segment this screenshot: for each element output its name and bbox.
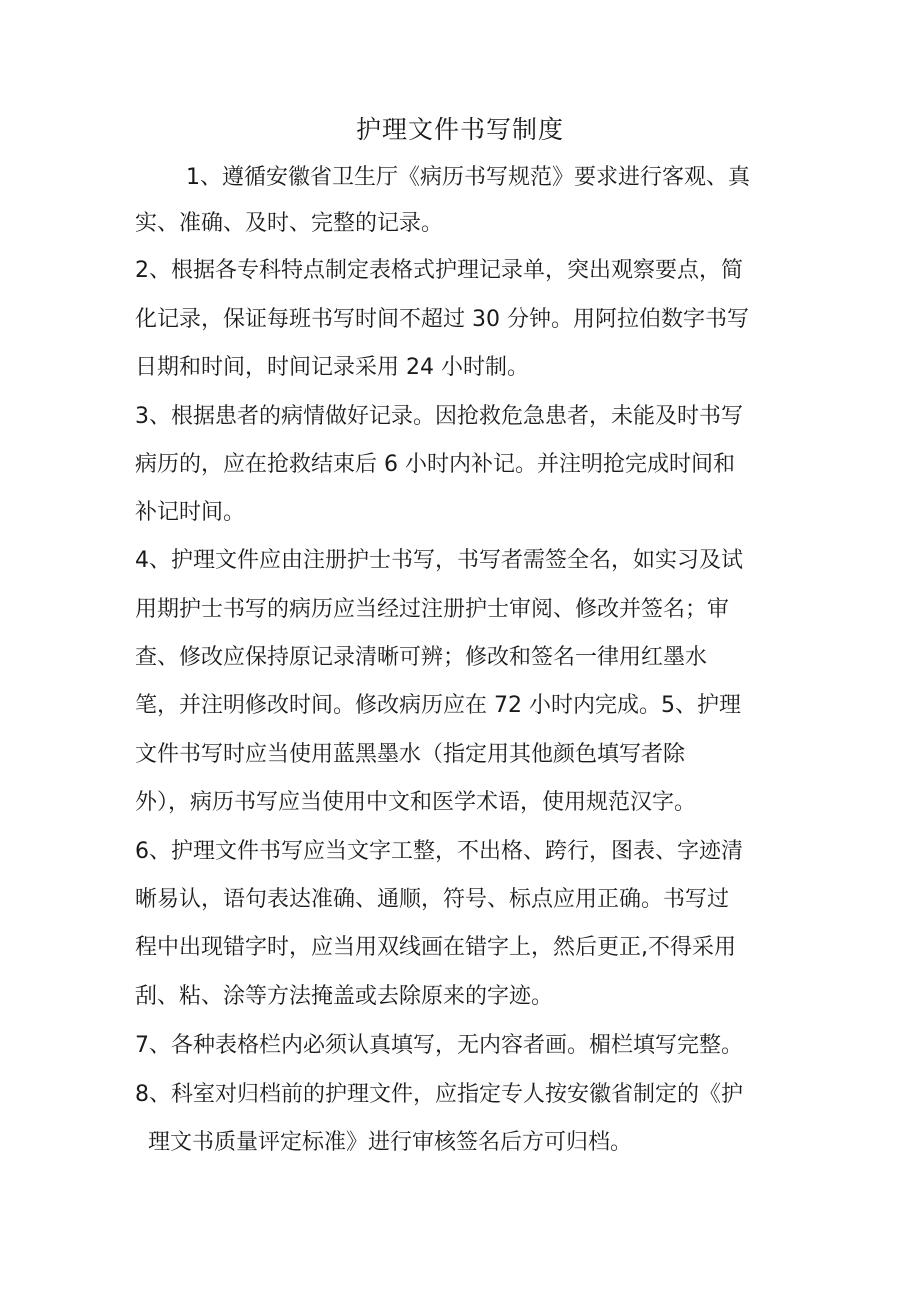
text-line: 日期和时间，时间记录采用 24 小时制。 [135, 355, 529, 380]
text-line: 晰易认，语句表达准确、通顺，符号、标点应用正确。书写过 [135, 887, 730, 912]
text-line: 查、修改应保持原记录清晰可辨；修改和签名一律用红墨水 [135, 645, 708, 670]
text-line: 化记录，保证每班书写时间不超过 30 分钟。用阿拉伯数字书写 [135, 307, 749, 332]
text-line: 6、护理文件书写应当文字工整，不出格、跨行，图表、字迹清 [135, 839, 743, 864]
text-line: 理文书质量评定标准》进行审核签名后方可归档。 [148, 1130, 633, 1155]
text-line: 程中出现错字时，应当用双线画在错字上，然后更正,不得采用 [135, 935, 736, 960]
document-title: 护理文件书写制度 [355, 115, 564, 144]
text-line: 外），病历书写应当使用中文和医学术语，使用规范汉字。 [135, 790, 697, 815]
text-line: 病历的，应在抢救结束后 6 小时内补记。并注明抢完成时间和 [135, 452, 735, 477]
text-line: 刮、粘、涂等方法掩盖或去除原来的字迹。 [135, 984, 554, 1009]
text-line: 2、根据各专科特点制定表格式护理记录单，突出观察要点，简 [135, 258, 743, 283]
text-line: 7、各种表格栏内必须认真填写，无内容者画。楣栏填写完整。 [135, 1033, 743, 1058]
text-line: 4、护理文件应由注册护士书写，书写者需签全名，如实习及试 [135, 548, 743, 573]
text-line: 文件书写时应当使用蓝黑墨水（指定用其他颜色填写者除 [135, 742, 686, 767]
text-line: 补记时间。 [135, 500, 246, 525]
text-line: 8、科室对归档前的护理文件，应指定专人按安徽省制定的《护 [135, 1082, 743, 1107]
text-line: 1、遵循安徽省卫生厅《病历书写规范》要求进行客观、真 [186, 165, 750, 190]
text-line: 用期护士书写的病历应当经过注册护士审阅、修改并签名；审 [135, 597, 730, 622]
text-line: 实、准确、及时、完整的记录。 [135, 211, 444, 236]
text-line: 笔，并注明修改时间。修改病历应在 72 小时内完成。5、护理 [135, 693, 741, 718]
text-line: 3、根据患者的病情做好记录。因抢救危急患者，未能及时书写 [135, 404, 743, 429]
